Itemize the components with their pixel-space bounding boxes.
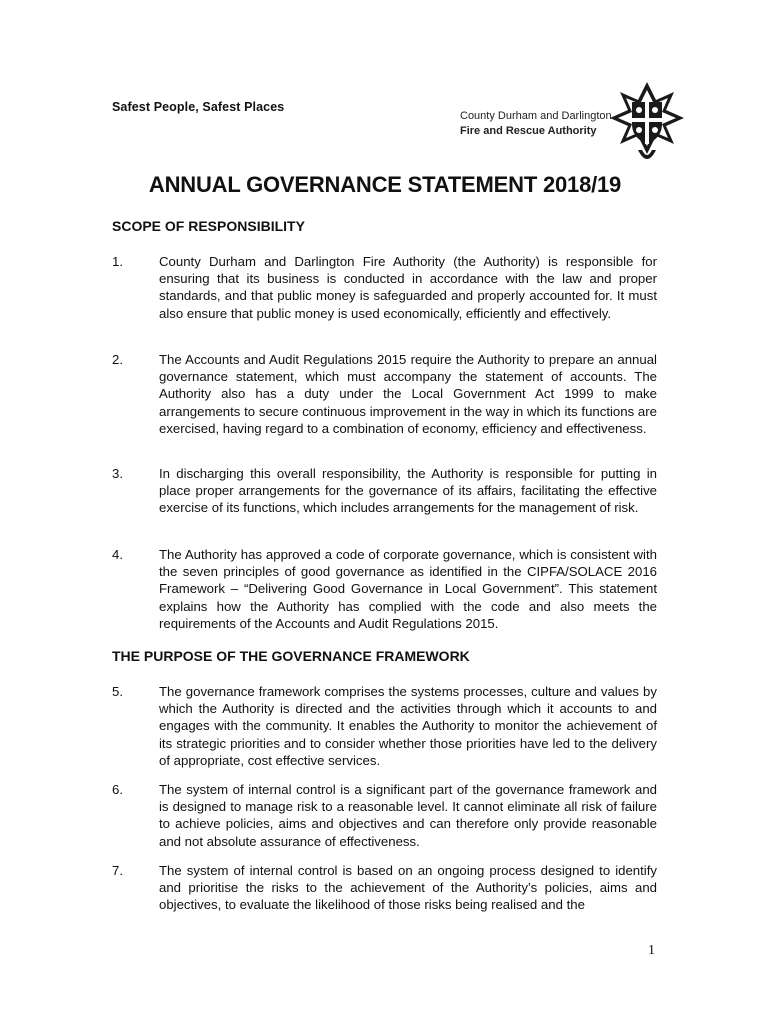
paragraph-number: 7. (112, 863, 123, 878)
paragraph-text: The system of internal control is a significant part of the governance framework and is designed to manage risk to a reasonable level. It cannot eliminate all risk of failure to achieve policies, aims and objectives and can therefore only provide reasonable and not absolute assurance of effectiveness. (159, 782, 657, 849)
paragraph-text: The system of internal control is based on an ongoing process designed to identify and prioritise the risks to the achievement of the Authority’s policies, aims and objectives, to evaluate the likelihood of those risks being realised and the (159, 863, 657, 913)
tagline: Safest People, Safest Places (112, 100, 285, 114)
paragraph-3 (112, 465, 657, 517)
paragraph-number: 2. (112, 352, 123, 367)
organisation-name (460, 109, 612, 139)
paragraph-5 (112, 683, 657, 769)
paragraph-1 (112, 253, 657, 322)
paragraph-6 (112, 781, 657, 850)
paragraph-text: The governance framework comprises the systems processes, culture and values by which the Authority is directed and the activities through which it accounts to and engages with the community. It enables the Authority to monitor the achievement of its strategic priorities and to consider whether those priorities have led to the delivery of appropriate, cost effective services. (159, 684, 657, 768)
paragraph-2 (112, 351, 657, 437)
section-heading-scope: SCOPE OF RESPONSIBILITY (112, 218, 305, 234)
paragraph-number: 5. (112, 684, 123, 699)
paragraph-4 (112, 546, 657, 632)
document-title: ANNUAL GOVERNANCE STATEMENT 2018/19 (148, 172, 622, 197)
paragraph-text: County Durham and Darlington Fire Authority (the Authority) is responsible for ensuring that its business is conducted in accordance with the law and proper standards, and that public money is safeguarded and properly accounted for. It must also ensure that public money is used economically, efficiently and effectively. (159, 254, 657, 321)
section-heading-purpose: THE PURPOSE OF THE GOVERNANCE FRAMEWORK (112, 648, 470, 664)
paragraph-text: In discharging this overall responsibility, the Authority is responsible for putting in place proper arrangements for the governance of its affairs, facilitating the effective exercise of its functions, which includes arrangements for the management of risk. (159, 466, 657, 516)
paragraph-text: The Accounts and Audit Regulations 2015 require the Authority to prepare an annual governance statement, which must accompany the statement of accounts. The Authority also has a duty under the Local Government Act 1999 to make arrangements to secure continuous improvement in the way in which its functions are exercised, having regard to a combination of economy, efficiency and effectiveness. (159, 352, 657, 436)
paragraph-number: 6. (112, 782, 123, 797)
paragraph-number: 3. (112, 466, 123, 481)
paragraph-number: 1. (112, 254, 123, 269)
paragraph-number: 4. (112, 547, 123, 562)
organisation-name-line2: Fire and Rescue Authority (460, 125, 597, 137)
paragraph-7 (112, 862, 657, 914)
organisation-name-line1: County Durham and Darlington (460, 110, 612, 122)
page-number: 1 (648, 943, 655, 958)
fire-and-rescue-crest-icon (608, 80, 686, 170)
paragraph-text: The Authority has approved a code of corporate governance, which is consistent with the seven principles of good governance as identified in the CIPFA/SOLACE 2016 Framework – “Delivering Good Governance in Local Government”. This statement explains how the Authority has complied with the code and also meets the requirements of the Accounts and Audit Regulations 2015. (159, 547, 657, 631)
